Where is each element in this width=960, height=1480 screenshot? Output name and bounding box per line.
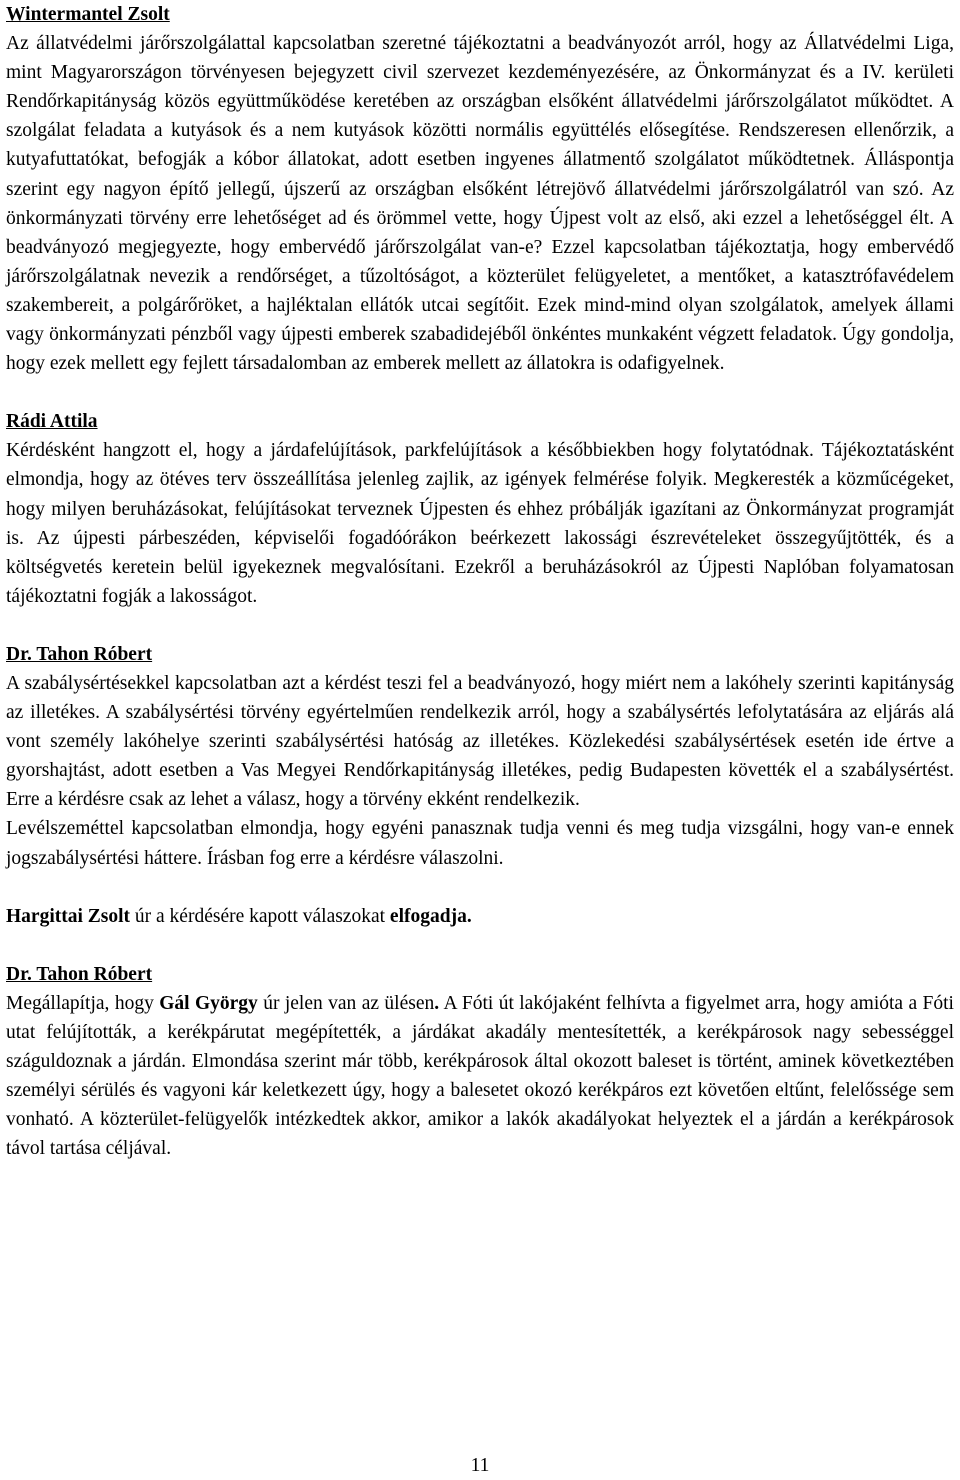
paragraph-intro: Megállapítja, hogy	[6, 992, 160, 1014]
speaker-heading: Rádi Attila	[6, 411, 98, 433]
spacer	[6, 873, 954, 902]
resolution-verdict: elfogadja.	[389, 905, 472, 927]
section-tahon	[6, 640, 954, 873]
resolution-name: Hargittai Zsolt	[6, 905, 131, 927]
section-tahon-2	[6, 960, 954, 1164]
resolution-text: úr a kérdésére kapott válaszokat	[130, 905, 390, 927]
page-number: 11	[470, 1455, 490, 1476]
speaker-heading: Dr. Tahon Róbert	[6, 643, 153, 665]
spacer	[6, 611, 954, 640]
paragraph: Levélszeméttel kapcsolatban elmondja, hogy egyéni panasznak tudja venni és meg tudja vizsgálni, hogy van-e ennek jogszabálysértési háttere. Írásban fog erre a kérdésre válaszolni.	[6, 818, 954, 869]
paragraph-present: úr jelen van az ülésen	[257, 992, 435, 1014]
paragraph-period: .	[434, 992, 440, 1014]
spacer	[6, 931, 954, 960]
spacer	[6, 378, 954, 407]
speaker-heading: Dr. Tahon Róbert	[6, 963, 153, 985]
section-wintermantel	[6, 0, 954, 378]
paragraph: Az állatvédelmi járőrszolgálattal kapcsolatban szeretné tájékoztatni a beadványozót arról, hogy az Állatvédelmi Liga, mint Magyarországon törvényesen bejegyzett civil szervezet kezdeményezésére, az Önkormányzat és a IV. kerületi Rendőrkapitányság közös együttműködése keretében az országban elsőként állatvédelmi járőrszolgálatot működtet. A szolgálat feladata a kutyások és a nem kutyások közötti normális együttélés elősegítése. Rendszeresen ellenőrzik, a kutyafuttatókat, befogják a kóbor állatokat, adott esetben ingyenes állatmentő szolgálatot működtetnek. Álláspontja szerint egy nagyon építő jellegű, újszerű az országban elsőként létrejövő állatvédelmi járőrszolgálatról van szó. Az önkormányzati törvény erre lehetőséget ad és örömmel vette, hogy Újpest volt az első, aki ezzel a lehetőséggel élt. A beadványozó megjegyezte, hogy embervédő járőrszolgálat van-e? Ezzel kapcsolatban tájékoztatja, hogy embervédő járőrszolgálatnak nevezik a rendőrséget, a tűzoltóságot, a közterület felügyeletet, a mentőket, a katasztrófavédelem szakembereit, a polgárőröket, a hajléktalan ellátók utcai segítőit. Ezek mind-mind olyan szolgálatok, amelyek állami vagy önkormányzati pénzből vagy újpesti emberek szabadidejéből önkéntes munkaként végzett feladatok. Úgy gondolja, hogy ezek mellett egy fejlett társadalomban az emberek mellett az állatokra is odafigyelnek.	[6, 33, 954, 375]
paragraph-rest: A Fóti út lakójaként felhívta a figyelmet arra, hogy amióta a Fóti utat felújították, a kerékpárutat megépítették, a járdákat akadály mentesítették, a kerékpárosok nagy sebességgel száguldoznak a járdán. Elmondása szerint már több, kerékpárosok által okozott baleset is történt, aminek következtében személyi sérülés és vagyoni kár keletkezett úgy, hogy a balesetet okozó kerékpáros ezt követően eltűnt, felelőssége sem vonható. A közterület-felügyelők intézkedtek akkor, amikor a lakók akadályokat helyeztek el a járdán a kerékpárosok távol tartása céljával.	[6, 992, 954, 1160]
paragraph: A szabálysértésekkel kapcsolatban azt a kérdést teszi fel a beadványozó, hogy miért nem a lakóhely szerinti kapitányság az illetékes. A szabálysértési törvény egyértelműen rendelkezik arról, hogy a szabálysértés lefolytatására az eljárás alá vont személy lakóhelye szerinti szabálysértési hatóság az illetékes. Közlekedési szabálysértések esetén ide értve a gyorshajtást, adott esetben a Vas Megyei Rendőrkapitányság illetékes, pedig Budapesten követték el a szabálysértést. Erre a kérdésre csak az lehet a válasz, hogy a törvény ekként rendelkezik.	[6, 672, 954, 811]
document-page	[6, 0, 954, 1163]
paragraph: Kérdésként hangzott el, hogy a járdafelújítások, parkfelújítások a későbbiekben hogy folytatódnak. Tájékoztatásként elmondja, hogy az ötéves terv összeállítása jelenleg zajlik, az igények felmérése folyik. Megkeresték a közműcégeket, hogy milyen beruházásokat, felújításokat terveznek Újpesten és ehhez próbálják igazítani az Önkormányzat programját is. Az újpesti párbeszéden, képviselői fogadóórákon beérkezett lakossági észrevételeket összegyűjtötték, és a költségvetés keretein belül igyekeznek megvalósítani. Ezekről a beruházásokról az Újpesti Naplóban folyamatosan tájékoztatni fogják a lakosságot.	[6, 440, 954, 607]
section-radi	[6, 407, 954, 611]
speaker-heading: Wintermantel Zsolt	[6, 4, 170, 25]
paragraph	[6, 989, 954, 1164]
resolution-line	[6, 902, 954, 931]
present-person-name: Gál György	[159, 992, 258, 1014]
